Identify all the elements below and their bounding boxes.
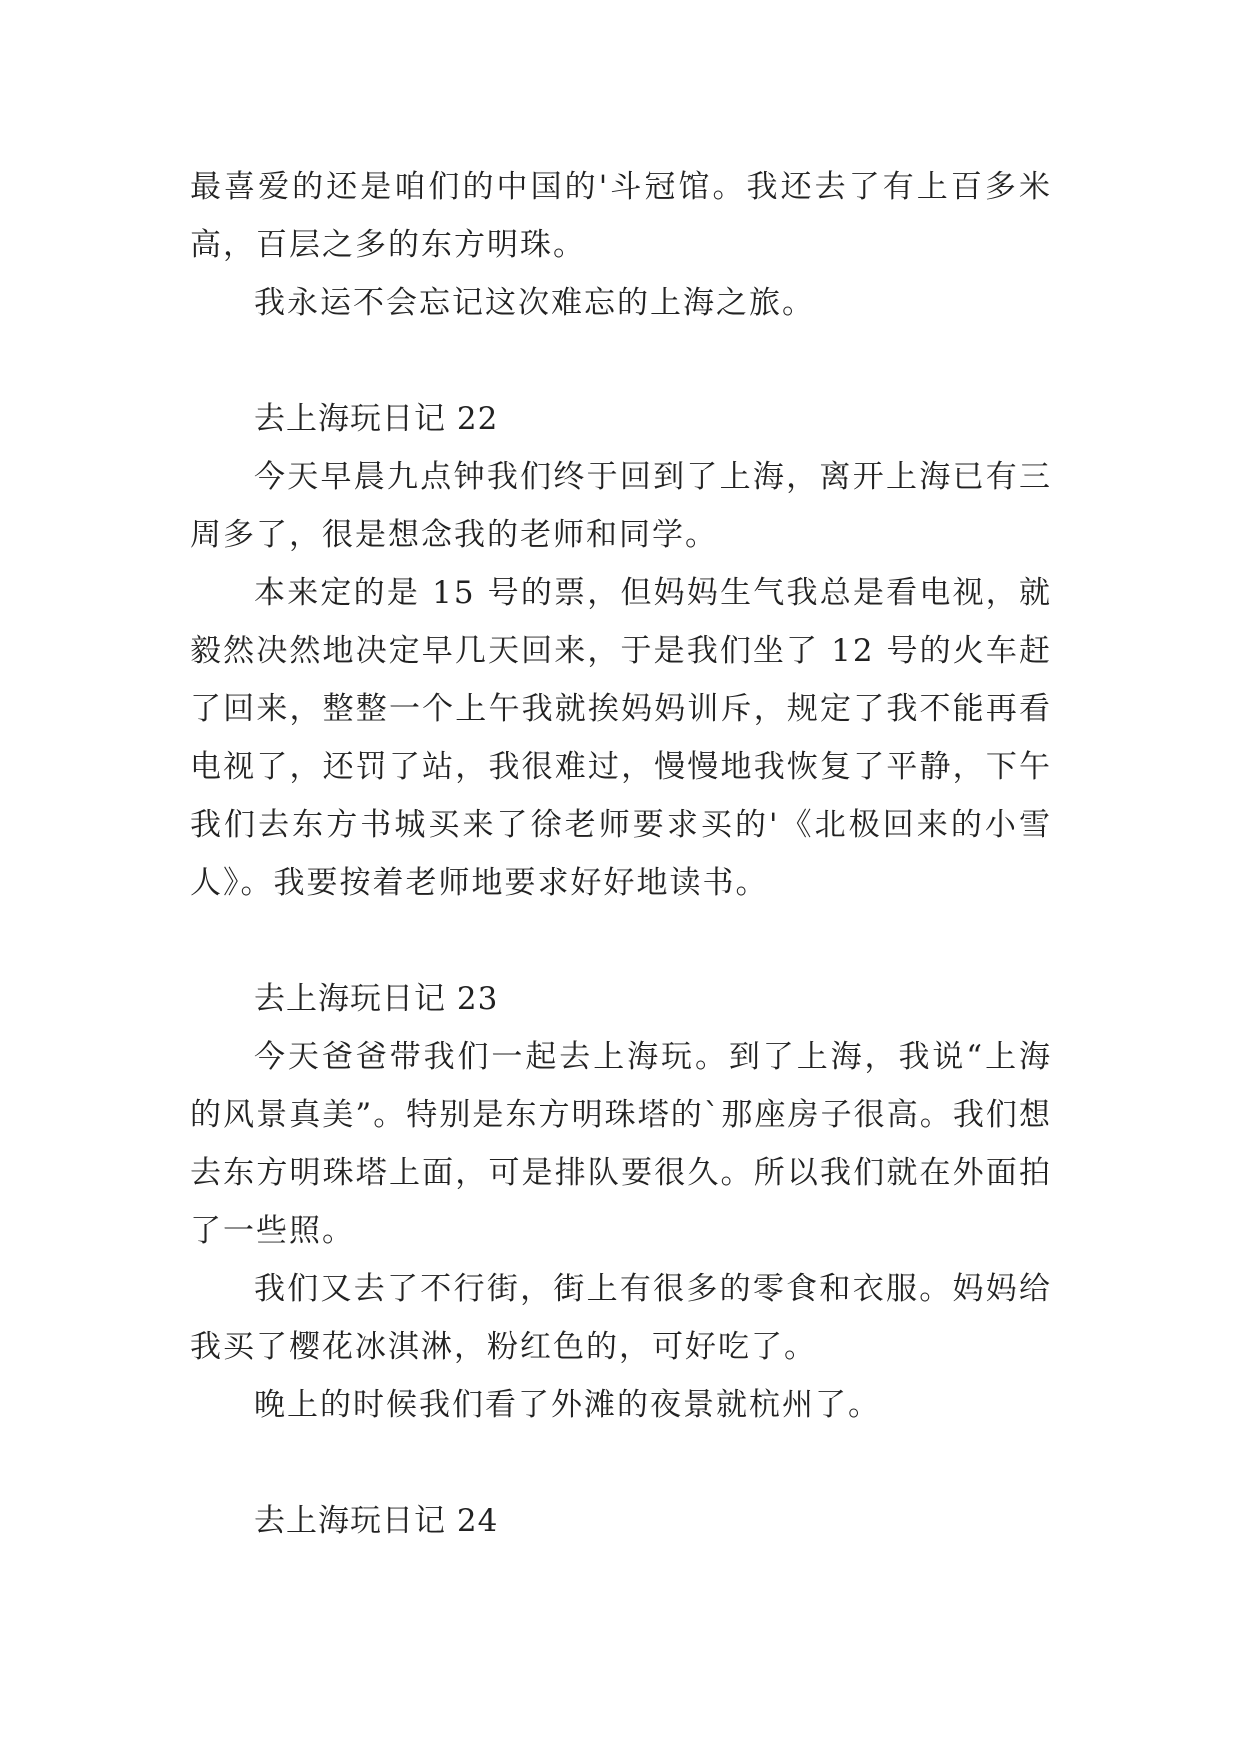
section-gap [190, 1434, 1052, 1492]
section-heading: 去上海玩日记 23 [254, 981, 499, 1017]
paragraph: 今天早晨九点钟我们终于回到了上海，离开上海已有三周多了，很是想念我的老师和同学。 [190, 459, 1052, 553]
section-gap [190, 332, 1052, 390]
document-body [190, 158, 1052, 1550]
paragraph: 本来定的是 15 号的票，但妈妈生气我总是看电视，就毅然决然地决定早几天回来，于是我们坐了 12 号的火车赶了回来，整整一个上午我就挨妈妈训斥，规定了我不能再看电视了，还罚了站，我很难过，慢慢地我恢复了平静，下午我们去东方书城买来了徐老师要求买的'《北极回来的小雪人》。我要按着老师地要求好好地读书。 [190, 575, 1052, 901]
paragraph: 最喜爱的还是咱们的中国的'斗冠馆。我还去了有上百多米高，百层之多的东方明珠。 [190, 169, 1052, 263]
section-heading: 去上海玩日记 22 [254, 401, 499, 437]
section-heading: 去上海玩日记 24 [254, 1503, 499, 1539]
paragraph: 我永运不会忘记这次难忘的上海之旅。 [254, 285, 815, 321]
section-gap [190, 912, 1052, 970]
paragraph: 晚上的时候我们看了外滩的夜景就杭州了。 [254, 1387, 881, 1423]
paragraph: 我们又去了不行街，街上有很多的零食和衣服。妈妈给我买了樱花冰淇淋，粉红色的，可好吃了。 [190, 1271, 1052, 1365]
paragraph: 今天爸爸带我们一起去上海玩。到了上海，我说“上海的风景真美”。特别是东方明珠塔的`那座房子很高。我们想去东方明珠塔上面，可是排队要很久。所以我们就在外面拍了一些照。 [190, 1039, 1052, 1249]
